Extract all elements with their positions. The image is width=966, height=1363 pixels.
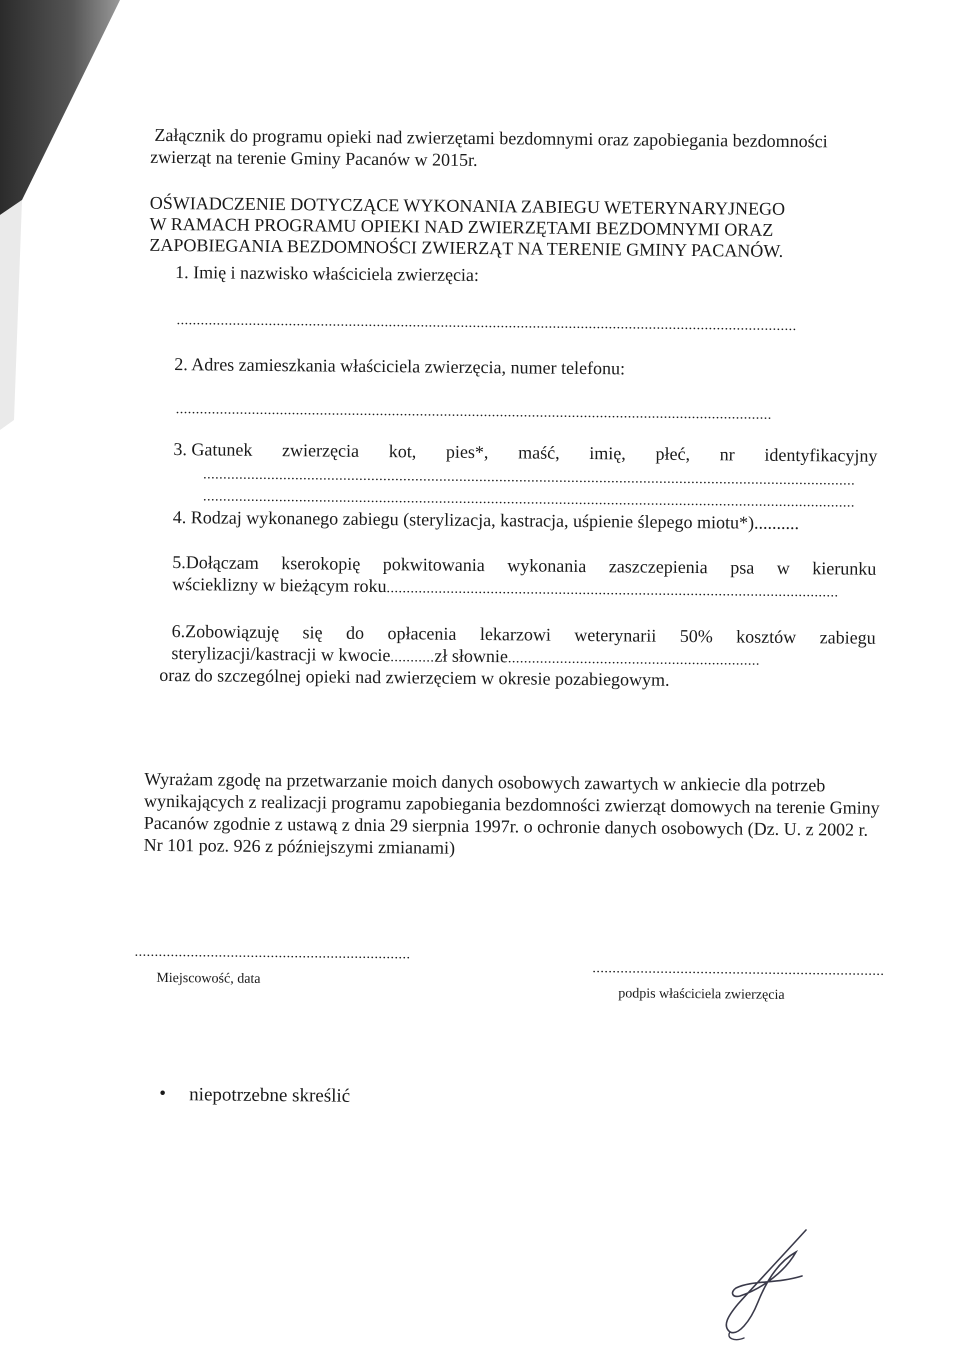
annex-header-line1: Załącznik do programu opieki nad zwierzętami bezdomnymi oraz zapobiegania bezdomności xyxy=(154,124,828,152)
owner-signature-field[interactable]: ......................................................................... xyxy=(592,961,885,979)
footnote-bullet: • xyxy=(159,1082,167,1105)
item-6-payment-line1: 6.Zobowiązuję się do opłacenia lekarzowi weterynarii 50% kosztów zabiegu xyxy=(171,621,876,648)
consent-line1: Wyrażam zgodę na przetwarzanie moich danych osobowych zawartych w ankiecie dla potrzeb xyxy=(144,768,826,796)
footnote-text: niepotrzebne skreślić xyxy=(189,1084,351,1107)
item-2-owner-address: 2. Adres zamieszkania właściciela zwierzęcia, numer telefonu: xyxy=(174,354,626,379)
animal-details-field-2[interactable]: ................................................................................................................................................................... xyxy=(202,489,856,511)
place-date-field[interactable]: ..................................................................... xyxy=(134,944,411,963)
consent-line2: wynikających z realizacji programu zapobiegania bezdomności zwierząt domowych na terenie Gminy xyxy=(143,790,880,818)
vaccination-field[interactable]: ................................................................................................................. xyxy=(386,581,839,601)
item-5-vaccination-line2: wścieklizny w bieżącym roku................................................................................................................. xyxy=(172,574,839,601)
place-date-label: Miejscowość, data xyxy=(156,970,261,987)
animal-details-field-1[interactable]: ................................................................................................................................................................... xyxy=(203,467,856,489)
title-line2: W RAMACH PROGRAMU OPIEKI NAD ZWIERZĘTAMI BEZDOMNYMI ORAZ xyxy=(149,213,774,240)
handwritten-signature xyxy=(716,1222,816,1342)
annex-header-line2: zwierząt na terenie Gminy Pacanów w 2015r. xyxy=(150,146,478,170)
owner-name-field[interactable]: ........................................................................................................................................................... xyxy=(176,313,797,335)
title-line3: ZAPOBIEGANIA BEZDOMNOŚCI ZWIERZĄT NA TERENIE GMINY PACANÓW. xyxy=(149,234,784,261)
owner-signature-label: podpis właściciela zwierzęcia xyxy=(618,986,785,1003)
amount-in-words-field[interactable]: ............................................................... xyxy=(507,651,760,669)
consent-line3: Pacanów zgodnie z ustawą z dnia 29 sierpnia 1997r. o ochronie danych osobowych (Dz. U. z 2002 r. xyxy=(143,812,869,840)
item-1-owner-name: 1. Imię i nazwisko właściciela zwierzęcia: xyxy=(175,262,480,285)
owner-address-field[interactable]: ..................................................................................................................................................... xyxy=(175,402,772,423)
consent-line4: Nr 101 poz. 926 z późniejszymi zmianami) xyxy=(143,834,456,858)
amount-field[interactable]: ........... xyxy=(390,650,435,666)
item-5-vaccination-line1: 5.Dołączam kserokopię pokwitowania wykonania zaszczepienia psa w kierunku xyxy=(172,552,877,579)
item-4-procedure-type: 4. Rodzaj wykonanego zabiegu (sterylizacja, kastracja, uśpienie ślepego miotu*).......... xyxy=(172,507,800,534)
title-line1: OŚWIADCZENIE DOTYCZĄCE WYKONANIA ZABIEGU WETERYNARYJNEGO xyxy=(149,192,786,219)
item-6-payment-line3: oraz do szczególnej opieki nad zwierzęciem w okresie pozabiegowym. xyxy=(159,664,670,690)
item-6-payment-line2: sterylizacji/kastracji w kwocie...........zł słownie............................................................... xyxy=(171,643,760,669)
item-3-animal-details: 3. Gatunek zwierzęcia kot, pies*, maść, imię, płeć, nr identyfikacyjny xyxy=(173,439,878,466)
